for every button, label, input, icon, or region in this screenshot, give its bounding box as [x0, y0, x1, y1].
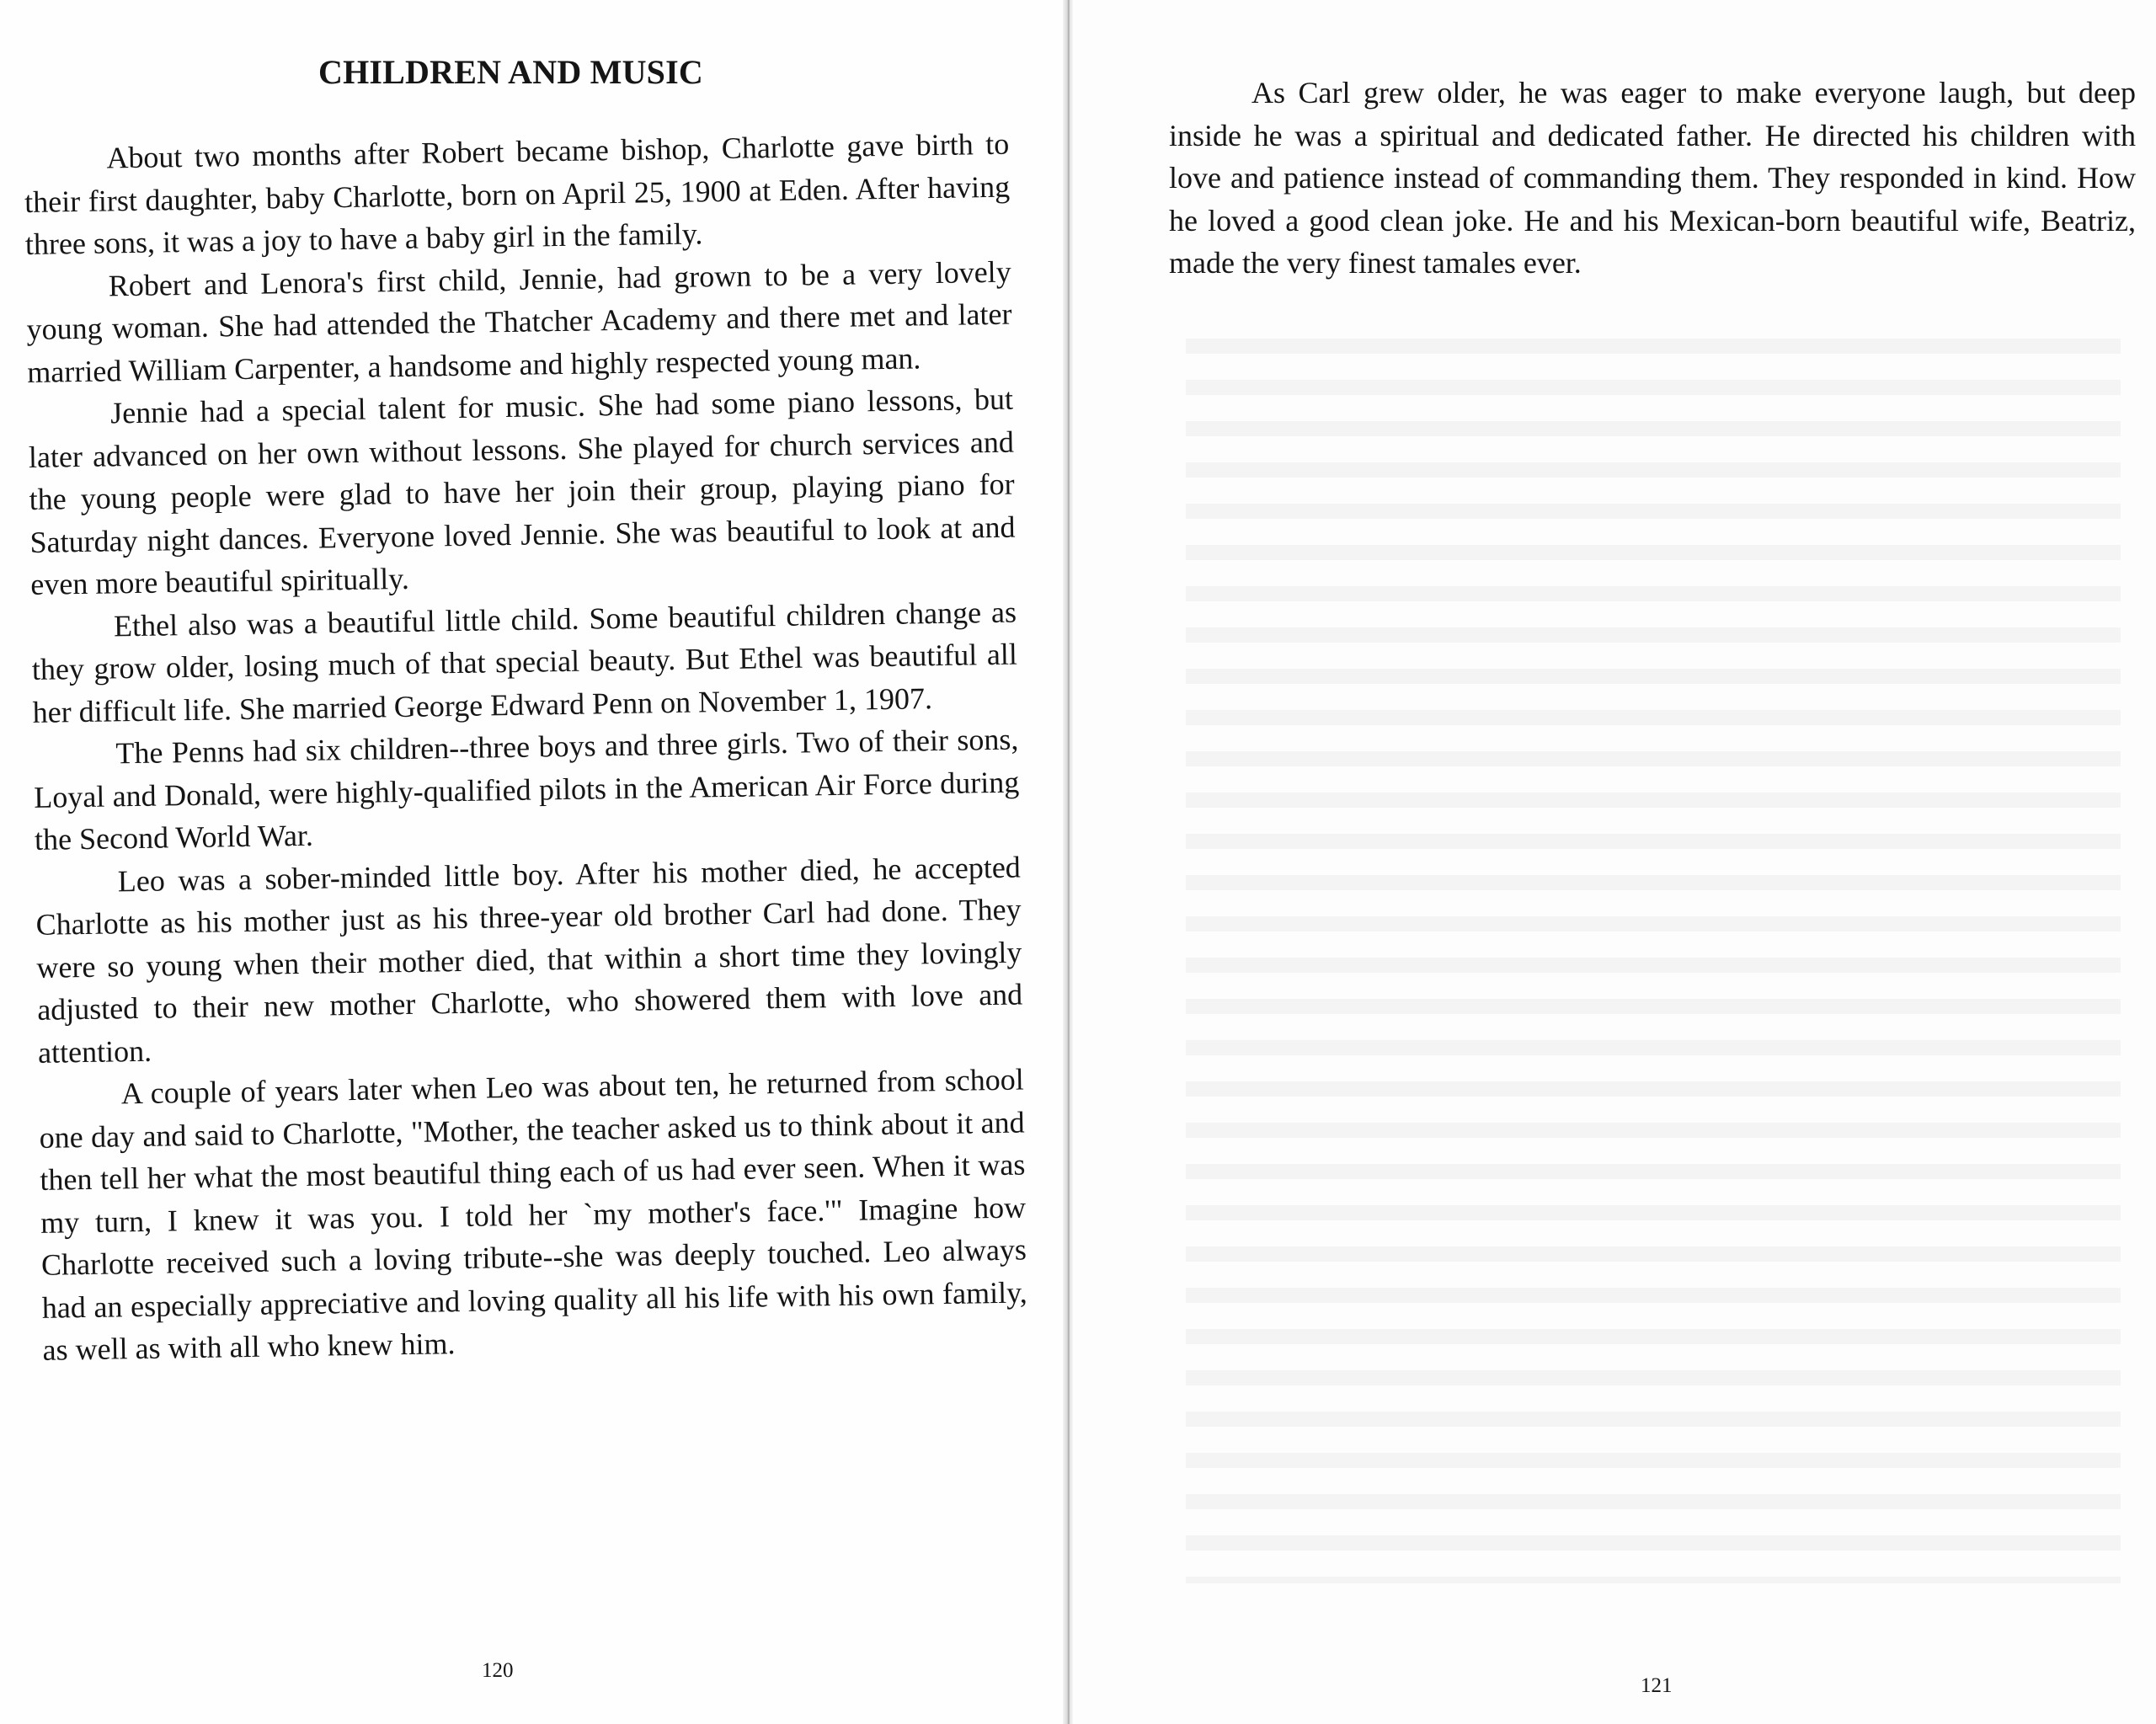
right-page-body	[1169, 72, 2136, 285]
paragraph: The Penns had six children--three boys and three girls. Two of their sons, Loyal and Donald, were highly-qualified pilots in the American Air Force during the Second World War.	[33, 722, 1020, 857]
chapter-title: CHILDREN AND MUSIC	[318, 53, 703, 91]
paragraph: Leo was a sober-minded little boy. After his mother died, he accepted Charlotte as his mother just as his three-year old brother Carl had done. They were so young when their mother died, that within a short time they lovingly adjusted to their new mother Charlotte, who showered them with love and attention.	[35, 850, 1023, 1070]
left-page-body	[24, 123, 1028, 1372]
paragraph: As Carl grew older, he was eager to make everyone laugh, but deep inside he was a spiritual and dedicated father. He directed his children with love and patience instead of commanding them. They responded in kind. How he loved a good clean joke. He and his Mexican-born beautiful wife, Beatriz, made the very finest tamales ever.	[1169, 76, 2136, 280]
gutter-fold-line	[1068, 0, 1070, 1724]
left-page	[0, 0, 1068, 1724]
paragraph: Ethel also was a beautiful little child. Some beautiful children change as they grow older, losing much of that special beauty. But Ethel was beautiful all her difficult life. She married George Edward Penn on November 1, 1907.	[31, 595, 1018, 729]
paragraph: A couple of years later when Leo was about ten, he returned from school one day and said to Charlotte, "Mother, the teacher asked us to think about it and then tell her what the most beautiful thing each of us had ever seen. When it was my turn, I knew it was you. I told her `my mother's face.'" Imagine how Charlotte received such a loving tribute--she was deeply touched. Leo always had an especially appreciative and loving quality all his life with his own family, as well as with all who knew him.	[39, 1062, 1027, 1367]
page-number-right: 121	[1641, 1674, 1673, 1697]
page-number-left: 120	[482, 1659, 514, 1682]
paragraph: Jennie had a special talent for music. She had some piano lessons, but later advanced on her own without lessons. She played for church services and the young people were glad to have her join their group, playing piano for Saturday night dances. Everyone loved Jennie. She was beautiful to look at and even more beautiful spiritually.	[28, 382, 1016, 601]
paragraph: About two months after Robert became bishop, Charlotte gave birth to their first daughter, baby Charlotte, born on April 25, 1900 at Eden. After having three sons, it was a joy to have a baby girl in the family.	[24, 126, 1011, 261]
paragraph: Robert and Lenora's first child, Jennie, had grown to be a very lovely young woman. She had attended the Thatcher Academy and there met and later married William Carpenter, a handsome and highly respected young man.	[26, 254, 1012, 389]
bleed-through-texture	[1186, 320, 2121, 1583]
right-page	[1068, 0, 2156, 1724]
